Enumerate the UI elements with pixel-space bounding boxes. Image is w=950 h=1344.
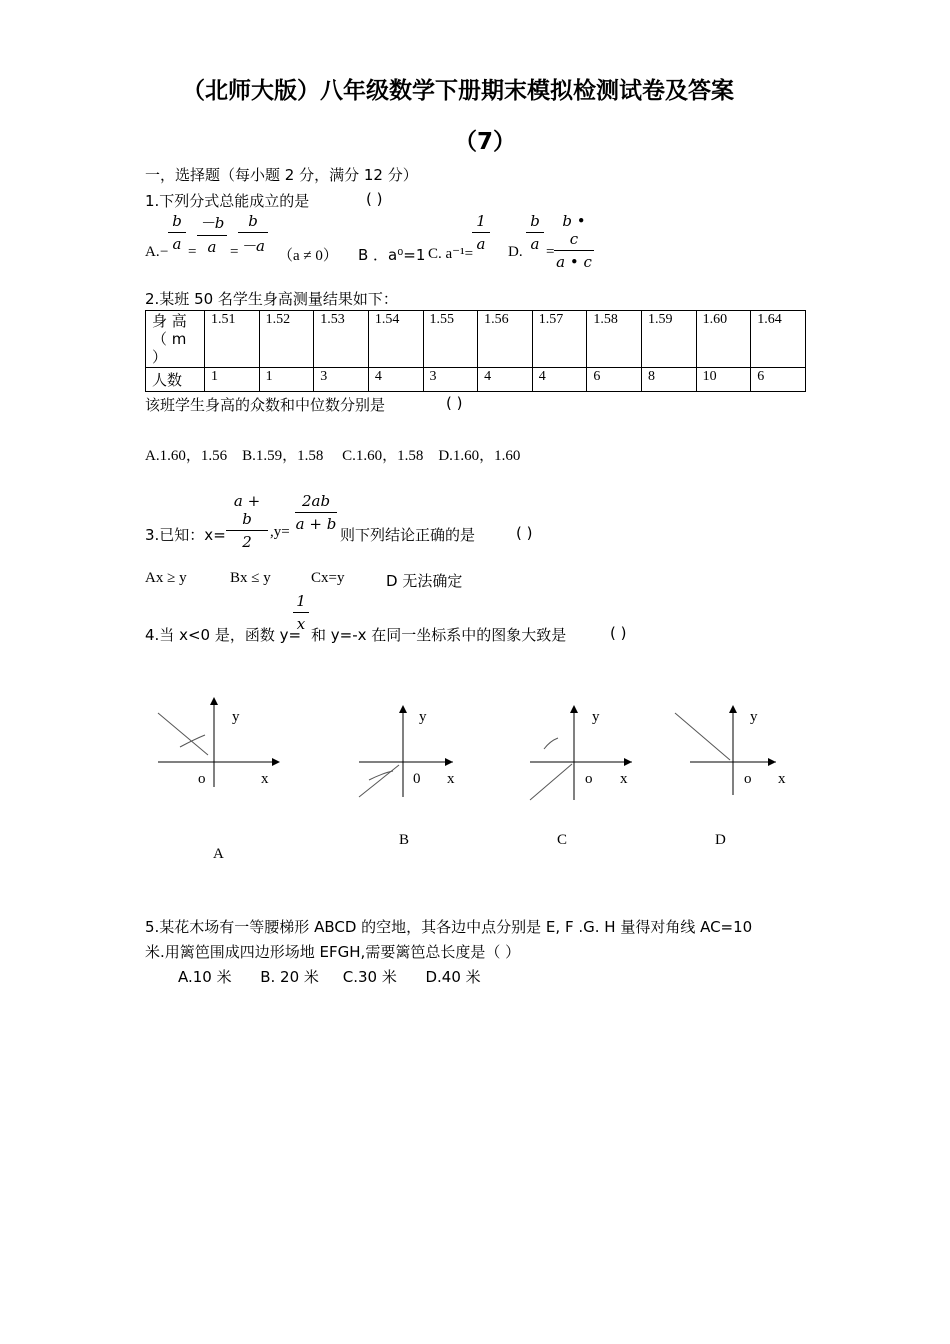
frac-den: a — [476, 235, 486, 253]
page-title-number: （7） — [454, 129, 517, 155]
frac-num: a + b — [226, 492, 268, 531]
graph-a-caption: A — [213, 846, 224, 862]
y-axis-arrow — [729, 705, 737, 713]
frac-den: a + b — [295, 515, 337, 533]
q4-prefix: 4.当 x<0 是，函数 y= — [145, 626, 302, 644]
height-table — [145, 310, 806, 392]
y-axis-label: y — [232, 709, 240, 725]
equals-sign: = — [188, 244, 197, 260]
frac-den: a — [207, 238, 217, 256]
frac-num: b — [238, 212, 268, 233]
q1-option-a-condition: （a ≠ 0） — [278, 248, 338, 264]
frac-den: a — [530, 235, 540, 253]
hyperbola-branch — [369, 771, 393, 780]
count-cell: 1 — [259, 368, 314, 392]
graph-b-caption: B — [399, 832, 410, 848]
y-axis-label: y — [750, 709, 758, 725]
line-y-neg-x — [675, 713, 730, 760]
q3-x-fraction — [226, 492, 268, 551]
q5-line-2: 米.用篱笆围成四边形场地 EFGH,需要篱笆总长度是（ ） — [145, 943, 521, 961]
height-cell: 1.55 — [423, 311, 478, 368]
q1-option-a-minus: − — [160, 244, 169, 260]
q2-stem: 2.某班 50 名学生身高测量结果如下： — [145, 290, 398, 308]
y-axis-arrow — [210, 697, 218, 705]
frac-num: 1 — [293, 592, 309, 613]
line-y-neg-x — [158, 713, 208, 755]
q2-question: 该班学生身高的众数和中位数分别是 — [145, 396, 386, 414]
height-cell: 1.51 — [205, 311, 260, 368]
origin-label: o — [744, 771, 752, 787]
table-header-count: 人数 — [146, 368, 205, 392]
section-heading: 一，选择题（每小题 2 分，满分 12 分） — [145, 166, 418, 184]
height-cell: 1.57 — [532, 311, 587, 368]
q1-a-fraction-2 — [197, 212, 227, 256]
q1-a-fraction-1 — [168, 212, 186, 253]
hyperbola-branch — [180, 735, 205, 747]
y-axis-label: y — [592, 709, 600, 725]
height-cell: 1.58 — [587, 311, 642, 368]
origin-label: 0 — [413, 771, 421, 787]
q3-option-b: Bx ≤ y — [230, 570, 271, 586]
q3-option-c: Cx=y — [311, 570, 345, 586]
frac-num: 1 — [472, 212, 490, 233]
q3-option-a: Ax ≥ y — [145, 570, 187, 586]
line-y-x — [359, 765, 399, 797]
height-cell: 1.54 — [368, 311, 423, 368]
q3-mid: ,y= — [270, 524, 290, 540]
frac-num: b — [168, 212, 186, 233]
table-row-counts — [146, 368, 806, 392]
height-cell: 1.53 — [314, 311, 369, 368]
q5-options: A.10 米 B. 20 米 C.30 米 D.40 米 — [178, 968, 481, 986]
q1-stem: 1.下列分式总能成立的是 — [145, 192, 310, 210]
q4-mid: 和 y=-x 在同一坐标系中的图象大致是 — [311, 626, 567, 644]
graph-d-caption: D — [715, 832, 726, 848]
x-axis-label: x — [261, 771, 269, 787]
count-cell: 4 — [478, 368, 533, 392]
height-cell: 1.56 — [478, 311, 533, 368]
count-cell: 10 — [696, 368, 751, 392]
frac-num: b — [526, 212, 544, 233]
q1-c-fraction — [472, 212, 490, 253]
q1-d-fraction-2 — [554, 212, 594, 271]
graph-c — [528, 705, 638, 805]
x-axis-arrow — [768, 758, 776, 766]
y-axis-arrow — [570, 705, 578, 713]
origin-label: o — [585, 771, 593, 787]
frac-den: x — [296, 615, 306, 633]
q1-option-c: C. a⁻¹= — [428, 246, 474, 262]
height-cell: 1.60 — [696, 311, 751, 368]
x-axis-arrow — [272, 758, 280, 766]
x-axis-label: x — [620, 771, 628, 787]
frac-num: 2ab — [295, 492, 337, 513]
count-cell: 3 — [314, 368, 369, 392]
frac-den: －a — [241, 237, 265, 255]
frac-den: a • c — [556, 253, 592, 271]
page-title: （北师大版）八年级数学下册期末模拟检测试卷及答案 — [182, 78, 734, 104]
x-axis-arrow — [624, 758, 632, 766]
frac-num: b • c — [554, 212, 594, 251]
graph-c-caption: C — [557, 832, 568, 848]
q3-answer-bracket: ( ) — [516, 524, 533, 542]
q1-option-b: B ．a⁰=1 — [358, 246, 426, 264]
height-cell: 1.52 — [259, 311, 314, 368]
q3-y-fraction — [295, 492, 337, 533]
frac-num: －b — [197, 212, 227, 236]
equals-sign: = — [546, 244, 555, 260]
x-axis-label: x — [778, 771, 786, 787]
count-cell: 8 — [642, 368, 697, 392]
q4-answer-bracket: ( ) — [610, 624, 627, 642]
height-cell: 1.59 — [642, 311, 697, 368]
frac-den: a — [172, 235, 182, 253]
q3-prefix: 3.已知：x= — [145, 526, 226, 544]
table-header-height: 身 高 （ m ） — [146, 311, 205, 368]
q2-answer-bracket: ( ) — [446, 394, 463, 412]
equals-sign: = — [230, 244, 239, 260]
table-row-heights — [146, 311, 806, 368]
graph-b — [355, 705, 455, 800]
graph-d — [672, 705, 786, 800]
q5-line-1: 5.某花木场有一等腰梯形 ABCD 的空地，其各边中点分别是 E, F .G. H 量得对角线 AC=10 — [145, 918, 753, 936]
q1-d-fraction-1 — [526, 212, 544, 253]
y-axis-label: y — [419, 709, 427, 725]
origin-label: o — [198, 771, 206, 787]
count-cell: 4 — [532, 368, 587, 392]
q2-options: A.1.60，1.56 B.1.59，1.58 C.1.60，1.58 D.1.60，1.60 — [145, 448, 521, 464]
x-axis-arrow — [445, 758, 453, 766]
y-axis-arrow — [399, 705, 407, 713]
count-cell: 6 — [751, 368, 806, 392]
graph-a — [150, 695, 280, 790]
height-cell: 1.64 — [751, 311, 806, 368]
hyperbola-branch — [544, 738, 558, 749]
frac-den: 2 — [242, 533, 252, 551]
count-cell: 3 — [423, 368, 478, 392]
q3-suffix: 则下列结论正确的是 — [340, 526, 476, 544]
count-cell: 1 — [205, 368, 260, 392]
x-axis-label: x — [447, 771, 455, 787]
q1-option-d: D. — [508, 244, 523, 260]
count-cell: 4 — [368, 368, 423, 392]
q1-option-a-label: A. — [145, 244, 160, 260]
q1-a-fraction-3 — [238, 212, 268, 256]
count-cell: 6 — [587, 368, 642, 392]
q4-fraction — [293, 592, 309, 633]
q1-answer-bracket: ( ) — [366, 190, 383, 208]
line-y-x — [530, 764, 572, 800]
q3-option-d: D 无法确定 — [386, 572, 463, 590]
